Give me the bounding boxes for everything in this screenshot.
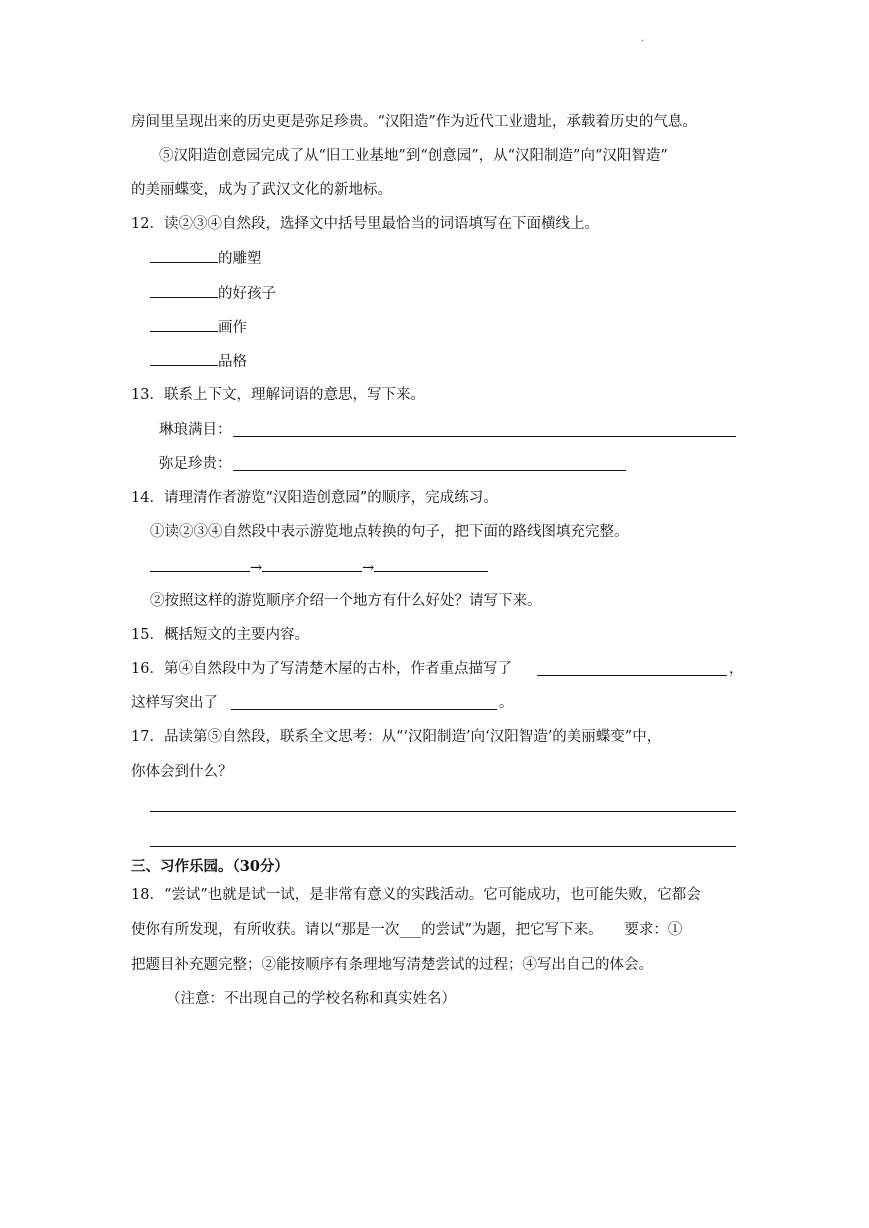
question-18-continued: 把题目补充题完整；②能按顺序有条理地写清楚尝试的过程；④写出自己的体会。 — [131, 957, 653, 973]
question-16: 16．第④自然段中为了写清楚木屋的古朴，作者重点描写了 — [131, 661, 512, 677]
answer-line[interactable] — [150, 811, 736, 812]
question-17: 17．品读第⑤自然段，联系全文思考：从“‘汉阳制造’向‘汉阳智造’的美丽蝶变”中， — [131, 729, 662, 745]
question-18-continued: 使你有所发现，有所收获。请以“那是一次___的尝试”为题，把它写下来。 要求：① — [131, 922, 683, 938]
q12-item: 画作 — [150, 317, 247, 338]
answer-blank[interactable] — [150, 283, 218, 298]
route-blank[interactable] — [150, 557, 250, 572]
question-16-continued: 这样写突出了 — [131, 695, 218, 711]
arrow-icon: → — [362, 560, 375, 576]
q18-note: （注意：不出现自己的学校名称和真实姓名） — [166, 991, 456, 1007]
answer-blank[interactable] — [150, 317, 218, 332]
q14-sub-2: ②按照这样的游览顺序介绍一个地方有什么好处？请写下来。 — [150, 593, 542, 609]
q13-term-label: 弥足珍贵： — [159, 456, 232, 472]
route-blank[interactable] — [374, 557, 488, 572]
answer-line[interactable] — [233, 436, 736, 437]
punctuation: ， — [729, 661, 744, 677]
passage-line: 房间里呈现出来的历史更是弥足珍贵。“汉阳造”作为近代工业遗址，承载着历史的气息。 — [131, 114, 697, 130]
answer-line[interactable] — [537, 675, 727, 676]
section-title: 三、习作乐园。（30分） — [131, 858, 289, 875]
q12-item: 的雕塑 — [150, 248, 262, 269]
q12-item: 品格 — [150, 351, 247, 372]
route-blank[interactable] — [262, 557, 362, 572]
passage-paragraph-5: ⑤汉阳造创意园完成了从“旧工业基地”到“创意园”，从“汉阳制造”向“汉阳智造” — [159, 148, 668, 164]
q12-item: 的好孩子 — [150, 283, 276, 304]
page-mark: · — [641, 36, 645, 47]
punctuation: 。 — [499, 695, 514, 711]
question-14: 14．请理清作者游览“汉阳造创意园”的顺序，完成练习。 — [131, 490, 498, 506]
question-13: 13．联系上下文，理解词语的意思，写下来。 — [131, 387, 425, 403]
question-17-continued: 你体会到什么？ — [131, 764, 233, 780]
question-18: 18．“尝试”也就是试一试，是非常有意义的实践活动。它可能成功，也可能失败，它都会 — [131, 887, 701, 903]
answer-blank[interactable] — [150, 351, 218, 366]
answer-line[interactable] — [231, 709, 497, 710]
arrow-icon: → — [250, 560, 263, 576]
route-diagram — [150, 557, 488, 578]
q13-term-label: 琳琅满目： — [159, 422, 232, 438]
question-15: 15．概括短文的主要内容。 — [131, 627, 309, 643]
answer-line[interactable] — [150, 846, 736, 847]
question-12: 12．读②③④自然段，选择文中括号里最恰当的词语填写在下面横线上。 — [131, 216, 599, 232]
q14-sub-1: ①读②③④自然段中表示游览地点转换的句子，把下面的路线图填充完整。 — [150, 524, 629, 540]
answer-line[interactable] — [233, 470, 626, 471]
answer-blank[interactable] — [150, 248, 218, 263]
passage-line: 的美丽蝶变，成为了武汉文化的新地标。 — [131, 182, 392, 198]
